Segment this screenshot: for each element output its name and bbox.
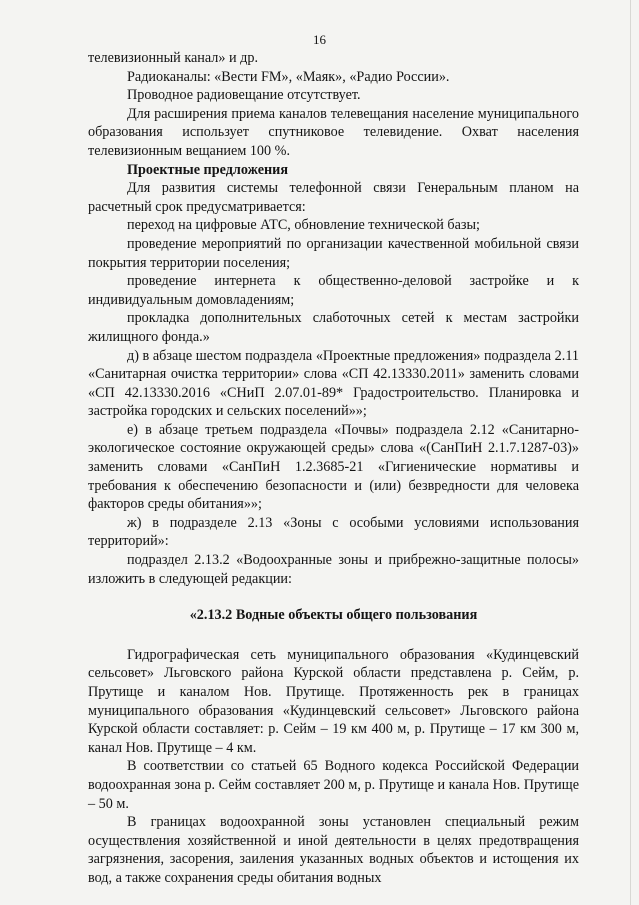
paragraph: Гидрографическая сеть муниципального образования «Кудинцевский сельсовет» Льговского района Курской области представлена р. Сейм, р. Прутище и каналом Нов. Прутище. Протяженность рек в границах муниципального образования «Кудинцевский сельсовет» Льговского района Курской области составляет: р. Сейм – 19 км 400 м, р. Прутище – 17 км 300 м, канал Нов. Прутище – 4 км. <box>88 646 579 756</box>
paragraph: телевизионный канал» и др. <box>88 50 259 66</box>
page-edge-line <box>630 0 631 905</box>
paragraph: подраздел 2.13.2 «Водоохранные зоны и прибрежно-защитные полосы» изложить в следующей редакции: <box>88 552 579 587</box>
page-number: 16 <box>313 32 326 47</box>
paragraph: Для расширения приема каналов телевещания население муниципального образования использует спутниковое телевидение. Охват населения телевизионным вещанием 100 %. <box>88 105 579 159</box>
paragraph: Радиоканалы: «Вести FM», «Маяк», «Радио России». <box>127 68 450 85</box>
list-item: проведение интернета к общественно-деловой застройке и к индивидуальным домовладениям; <box>88 273 579 308</box>
list-item: прокладка дополнительных слаботочных сетей к местам застройки жилищного фонда.» <box>88 310 579 345</box>
subheading-proposals: Проектные предложения <box>127 161 289 178</box>
list-item: переход на цифровые АТС, обновление технической базы; <box>127 217 480 234</box>
amendment-d: д) в абзаце шестом подраздела «Проектные предложения» подраздела 2.11 «Санитарная очистка территории» слова «СП 42.13330.2011» заменить словами «СП 42.13330.2016 «СНиП 2.07.01-89* Градостроительство. Планировка и застройка городских и сельских поселений»»; <box>88 347 579 420</box>
paragraph: В соответствии со статьей 65 Водного кодекса Российской Федерации водоохранная зона р. Сейм составляет 200 м, р. Прутище и канала Нов. Прутище – 50 м. <box>88 758 579 812</box>
amendment-zh: ж) в подразделе 2.13 «Зоны с особыми условиями использования территорий»: <box>88 514 579 550</box>
paragraph: Для развития системы телефонной связи Генеральным планом на расчетный срок предусматривается: <box>88 180 579 215</box>
paragraph: В границах водоохранной зоны установлен специальный режим осуществления хозяйственной и иной деятельности в целях предотвращения загрязнения, засорения, заиления указанных водных объектов и истощения их вод, а также сохранения среды обитания водных <box>88 814 579 886</box>
paragraph: Проводное радиовещание отсутствует. <box>127 87 361 104</box>
list-item: проведение мероприятий по организации качественной мобильной связи покрытия территории поселения; <box>88 235 579 271</box>
document-body <box>88 49 579 888</box>
amendment-e: е) в абзаце третьем подраздела «Почвы» подраздела 2.12 «Санитарно-экологическое состояние окружающей среды» слова «(СанПиН 2.1.7.1287-03)» заменить словами «СанПиН 1.2.3685-21 «Гигиенические нормативы и требования к обеспечению безопасности и (или) безвредности для человека факторов среды обитания»»; <box>88 421 579 513</box>
section-heading: «2.13.2 Водные объекты общего пользования <box>189 607 478 624</box>
